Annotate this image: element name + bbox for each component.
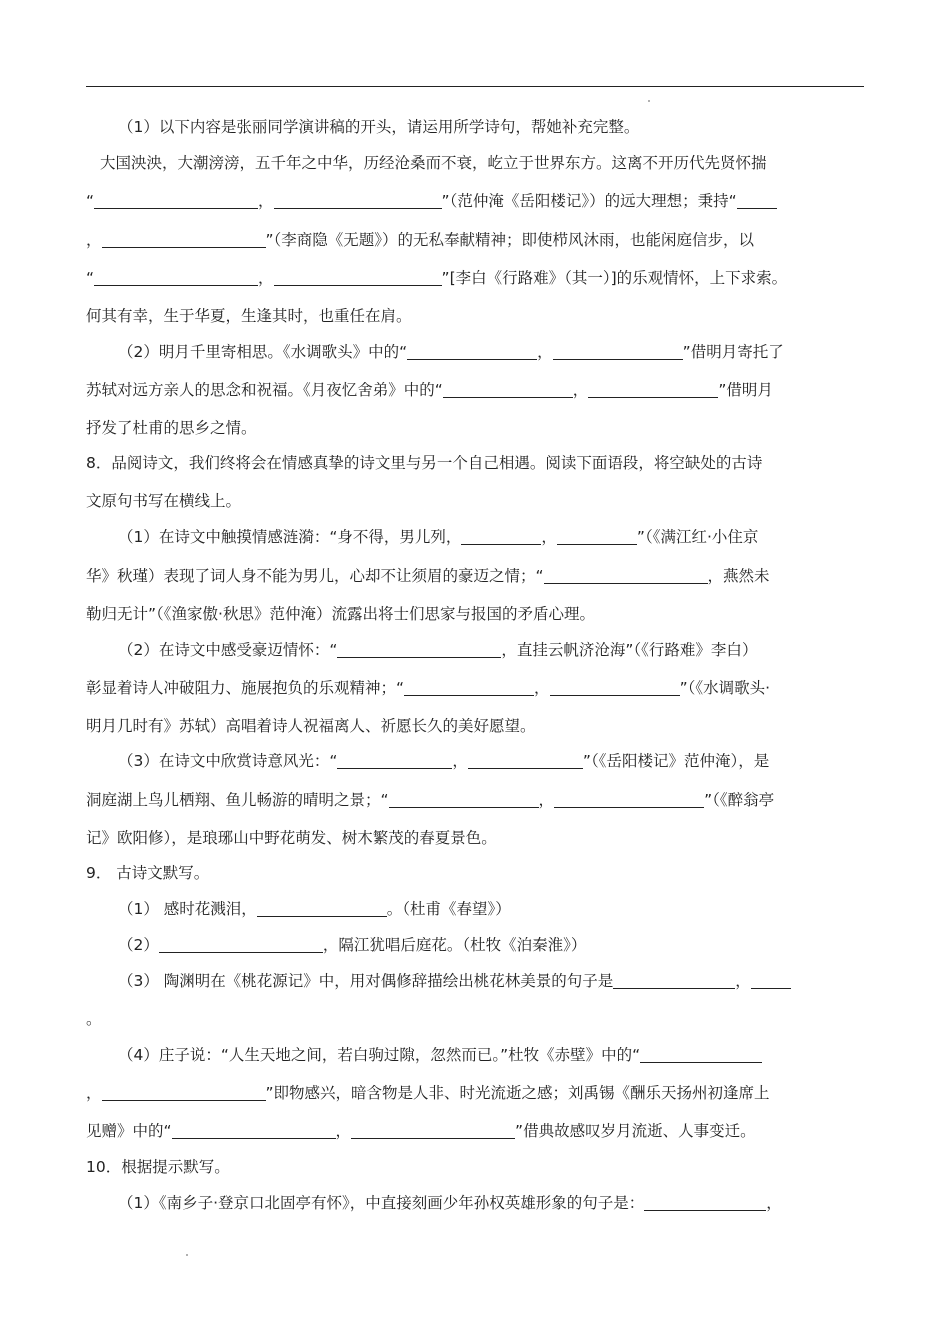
q7-1-prompt: （1）以下内容是张丽同学演讲稿的开头，请运用所学诗句，帮她补充完整。	[118, 118, 640, 136]
answer-blank[interactable]	[468, 752, 583, 769]
q10-stem: 10．根据提示默写。	[86, 1158, 230, 1176]
answer-blank[interactable]	[751, 972, 791, 989]
q8-1-line: （1）在诗文中触摸情感涟漪：“身不得，男儿列， ， ”（《满江红·小住京	[118, 528, 759, 546]
q8-1-line: 勒归无计”（《渔家傲·秋思》范仲淹）流露出将士们思家与报国的矛盾心理。	[86, 605, 595, 623]
q9-4-line: 见赠》中的“ ， ”借典故感叹岁月流逝、人事变迁。	[86, 1122, 756, 1140]
q8-2-line: （2）在诗文中感受豪迈情怀：“ ，直挂云帆济沧海”（《行路难》李白）	[118, 641, 758, 659]
q8-2-line: 彰显着诗人冲破阻力、施展抱负的乐观精神；“ ， ”（《水调歌头·	[86, 679, 771, 697]
q9-1-line: （1） 感时花溅泪， 。（杜甫《春望》）	[118, 900, 511, 918]
q7-2-line: 抒发了杜甫的思乡之情。	[86, 419, 257, 437]
q9-3-line: （3） 陶渊明在《桃花源记》中，用对偶修辞描绘出桃花林美景的句子是 ，	[118, 969, 908, 993]
q7-1-passage-line: ， ”（李商隐《无题》）的无私奉献精神；即使栉风沐雨，也能闲庭信步，以	[86, 231, 755, 249]
answer-blank[interactable]	[544, 567, 708, 584]
answer-blank[interactable]	[102, 231, 266, 248]
q8-3-line: 洞庭湖上鸟儿栖翔、鱼儿畅游的晴明之景；“ ， ”（《醉翁亭	[86, 791, 775, 809]
answer-blank[interactable]	[159, 936, 323, 953]
answer-blank[interactable]	[407, 343, 537, 360]
answer-blank[interactable]	[640, 1046, 762, 1063]
answer-blank[interactable]	[102, 1084, 266, 1101]
header-rule	[86, 86, 864, 87]
q7-2-line: （2）明月千里寄相思。《水调歌头》中的“ ， ”借明月寄托了	[118, 343, 784, 361]
answer-blank[interactable]	[613, 972, 735, 989]
answer-blank[interactable]	[94, 269, 258, 286]
answer-blank[interactable]	[588, 381, 718, 398]
q8-stem: 文原句书写在横线上。	[86, 492, 242, 510]
answer-blank[interactable]	[337, 752, 452, 769]
q7-1-passage-line: 大国泱泱，大潮滂滂，五千年之中华，历经沧桑而不衰，屹立于世界东方。这离不开历代先贤怀揣	[100, 154, 767, 172]
answer-blank[interactable]	[172, 1122, 336, 1139]
q7-1-passage-line: “ ， ”[李白《行路难》（其一）]的乐观情怀，上下求索。	[86, 269, 788, 287]
answer-blank[interactable]	[644, 1194, 766, 1211]
answer-blank[interactable]	[553, 343, 683, 360]
q9-4-line: ， ”即物感兴，暗含物是人非、时光流逝之感；刘禹锡《酬乐天扬州初逢席上	[86, 1084, 770, 1102]
answer-blank[interactable]	[554, 791, 704, 808]
q8-3-line: 记》欧阳修），是琅琊山中野花萌发、树木繁茂的春夏景色。	[86, 829, 497, 847]
answer-blank[interactable]	[389, 791, 539, 808]
answer-blank[interactable]	[257, 900, 387, 917]
answer-blank[interactable]	[461, 528, 541, 545]
answer-blank[interactable]	[404, 679, 534, 696]
q9-4-line: （4）庄子说：“人生天地之间，若白驹过隙，忽然而已。”杜牧《赤壁》中的“	[118, 1043, 908, 1067]
answer-blank[interactable]	[737, 192, 777, 209]
answer-blank[interactable]	[274, 269, 442, 286]
answer-blank[interactable]	[337, 641, 501, 658]
q9-3-line: 。	[86, 1010, 102, 1028]
q7-1-passage-line: 何其有幸，生于华夏，生逢其时，也重任在肩。	[86, 307, 412, 325]
answer-blank[interactable]	[351, 1122, 515, 1139]
q7-1-passage-line: “ ， ”（范仲淹《岳阳楼记》）的远大理想；秉持“	[86, 189, 876, 213]
scan-dot	[648, 100, 650, 102]
answer-blank[interactable]	[94, 192, 258, 209]
answer-blank[interactable]	[557, 528, 637, 545]
q10-1-line: （1）《南乡子·登京口北固亭有怀》，中直接刻画少年孙权英雄形象的句子是： ，	[118, 1194, 782, 1212]
answer-blank[interactable]	[443, 381, 573, 398]
q7-2-line: 苏轼对远方亲人的思念和祝福。《月夜忆舍弟》中的“ ， ”借明月	[86, 381, 773, 399]
answer-blank[interactable]	[274, 192, 442, 209]
answer-blank[interactable]	[550, 679, 680, 696]
q9-2-line: （2） ，隔江犹唱后庭花。（杜牧《泊秦淮》）	[118, 936, 587, 954]
q8-2-line: 明月几时有》苏轼）高唱着诗人祝福离人、祈愿长久的美好愿望。	[86, 717, 536, 735]
q8-1-line: 华》秋瑾）表现了词人身不能为男儿，心却不让须眉的豪迈之情；“ ，燕然未	[86, 567, 770, 585]
q9-stem: 9． 古诗文默写。	[86, 864, 210, 882]
q8-3-line: （3）在诗文中欣赏诗意风光：“ ， ”（《岳阳楼记》范仲淹），是	[118, 752, 770, 770]
scan-dot	[186, 1254, 188, 1256]
q8-stem: 8．品阅诗文，我们终将会在情感真挚的诗文里与另一个自己相遇。阅读下面语段，将空缺处的古诗	[86, 454, 763, 472]
